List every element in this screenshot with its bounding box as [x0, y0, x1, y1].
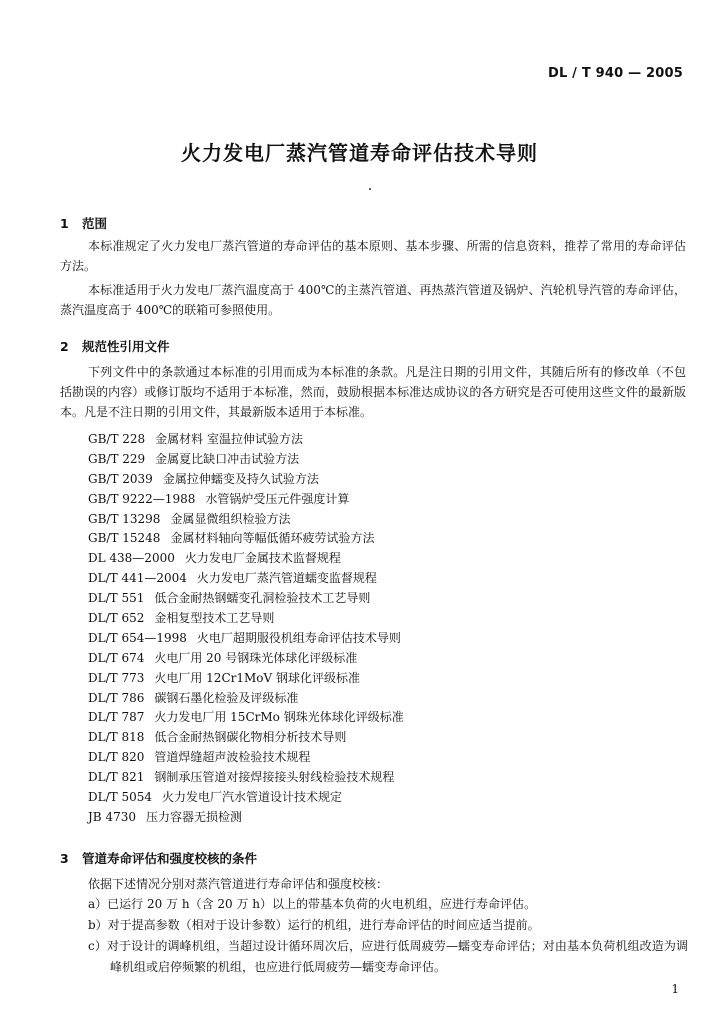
- section-2-paragraph-1: 下列文件中的条款通过本标准的引用而成为本标准的条款。凡是注日期的引用文件，其随后所有的修改单（不包括勘误的内容）或修订版均不适用于本标准，然而，鼓励根据本标准达成协议的各方研究是否可使用这些文件的最新版本。凡是不注日期的引用文件，其最新版本适用于本标准。: [60, 365, 686, 419]
- section-number: 1: [60, 216, 69, 231]
- condition-item-a: a）已运行 20 万 h（含 20 万 h）以上的带基本负荷的火电机组，应进行寿命评估。: [88, 897, 537, 911]
- reference-name: 金属显微组织检验方法: [170, 511, 291, 526]
- reference-code: DL/T 654—1998: [88, 630, 187, 645]
- reference-code: GB/T 229: [88, 451, 146, 466]
- reference-item: [88, 708, 404, 728]
- reference-code: DL 438—2000: [88, 551, 175, 566]
- reference-item: [88, 470, 404, 490]
- reference-name: 水管锅炉受压元件强度计算: [205, 491, 350, 506]
- reference-item: [88, 430, 404, 450]
- reference-item: [88, 629, 404, 649]
- reference-item: [88, 549, 404, 569]
- reference-code: GB/T 13298: [88, 511, 161, 526]
- section-3-intro: 依据下述情况分别对蒸汽管道进行寿命评估和强度校核：: [88, 877, 389, 891]
- section-title: 管道寿命评估和强度校核的条件: [82, 851, 258, 866]
- reference-item: [88, 589, 404, 609]
- reference-name: 火电厂用 20 号钢珠光体球化评级标准: [154, 650, 358, 665]
- reference-name: 钢制承压管道对接焊接接头射线检验技术规程: [154, 770, 395, 785]
- section-title: 规范性引用文件: [82, 339, 170, 354]
- reference-item: [88, 748, 404, 768]
- section-3-heading: [60, 849, 257, 867]
- section-number: 3: [60, 851, 69, 866]
- reference-item: [88, 808, 404, 828]
- reference-item: [88, 669, 404, 689]
- condition-item-c: c）对于设计的调峰机组，当超过设计循环周次后，应进行低周疲劳—蠕变寿命评估；对由基本负荷机组改造为调峰机组或启停频繁的机组，也应进行低周疲劳—蠕变寿命评估。: [88, 939, 688, 974]
- section-1-paragraph-2: 本标准适用于火力发电厂蒸汽温度高于 400℃的主蒸汽管道、再热蒸汽管道及锅炉、汽轮机导汽管的寿命评估，蒸汽温度高于 400℃的联箱可参照使用。: [60, 283, 686, 317]
- reference-name: 火电厂超期服役机组寿命评估技术导则: [196, 630, 401, 645]
- reference-name: 金属材料 室温拉伸试验方法: [155, 432, 303, 446]
- reference-code: DL/T 551: [88, 591, 145, 606]
- reference-item: [88, 510, 404, 530]
- section-1-heading: [60, 214, 107, 232]
- reference-code: DL/T 773: [88, 670, 145, 685]
- reference-name: 金属拉伸蠕变及持久试验方法: [162, 471, 319, 486]
- reference-name: 金相复型技术工艺导则: [154, 611, 275, 626]
- section-title: 范围: [82, 216, 108, 231]
- reference-code: DL/T 652: [88, 611, 145, 626]
- reference-code: GB/T 9222—1988: [88, 491, 196, 506]
- page-number: 1: [671, 982, 679, 996]
- reference-name: 火力发电厂金属技术监督规程: [184, 551, 341, 566]
- reference-code: DL/T 674: [88, 650, 145, 665]
- reference-name: 碳钢石墨化检验及评级标准: [154, 690, 299, 705]
- reference-item: [88, 728, 404, 748]
- reference-item: [88, 490, 404, 510]
- scan-dot: [369, 188, 371, 190]
- reference-name: 火电厂用 12Cr1MoV 钢球化评级标准: [154, 670, 360, 685]
- reference-name: 金属夏比缺口冲击试验方法: [155, 451, 300, 466]
- reference-item: [88, 649, 404, 669]
- section-1-paragraph-1: 本标准规定了火力发电厂蒸汽管道的寿命评估的基本原则、基本步骤、所需的信息资料，推荐了常用的寿命评估方法。: [60, 239, 686, 273]
- reference-code: DL/T 786: [88, 690, 145, 705]
- condition-item-b: b）对于提高参数（相对于设计参数）运行的机组，进行寿命评估的时间应适当提前。: [88, 918, 540, 932]
- reference-code: DL/T 787: [88, 710, 145, 725]
- reference-code: JB 4730: [88, 809, 136, 824]
- reference-name: 低合金耐热钢蠕变孔洞检验技术工艺导则: [154, 591, 371, 606]
- reference-code: DL/T 821: [88, 770, 145, 785]
- reference-item: [88, 788, 404, 808]
- reference-code: DL/T 818: [88, 730, 145, 745]
- reference-code: DL/T 5054: [88, 790, 152, 805]
- reference-item: [88, 689, 404, 709]
- reference-name: 火力发电厂用 15CrMo 钢珠光体球化评级标准: [154, 710, 404, 725]
- reference-item: [88, 768, 404, 788]
- reference-code: GB/T 228: [88, 432, 146, 446]
- reference-item: [88, 450, 404, 470]
- reference-code: DL/T 441—2004: [88, 571, 187, 586]
- reference-name: 管道焊缝超声波检验技术规程: [154, 750, 311, 765]
- section-2-heading: [60, 337, 170, 355]
- reference-code: GB/T 15248: [88, 531, 161, 546]
- reference-name: 火力发电厂汽水管道设计技术规定: [162, 790, 343, 805]
- reference-list: [88, 430, 404, 828]
- reference-code: DL/T 820: [88, 750, 145, 765]
- reference-item: [88, 529, 404, 549]
- document-title: 火力发电厂蒸汽管道寿命评估技术导则: [181, 141, 538, 165]
- reference-name: 低合金耐热钢碳化物相分析技术导则: [154, 730, 347, 745]
- reference-name: 火力发电厂蒸汽管道蠕变监督规程: [196, 571, 377, 586]
- reference-name: 压力容器无损检测: [145, 809, 242, 824]
- reference-item: [88, 609, 404, 629]
- section-number: 2: [60, 339, 69, 354]
- standard-number: DL / T 940 — 2005: [547, 66, 683, 81]
- reference-code: GB/T 2039: [88, 471, 153, 486]
- reference-item: [88, 569, 404, 589]
- reference-name: 金属材料轴向等幅低循环疲劳试验方法: [170, 531, 375, 546]
- condition-list: [88, 894, 688, 978]
